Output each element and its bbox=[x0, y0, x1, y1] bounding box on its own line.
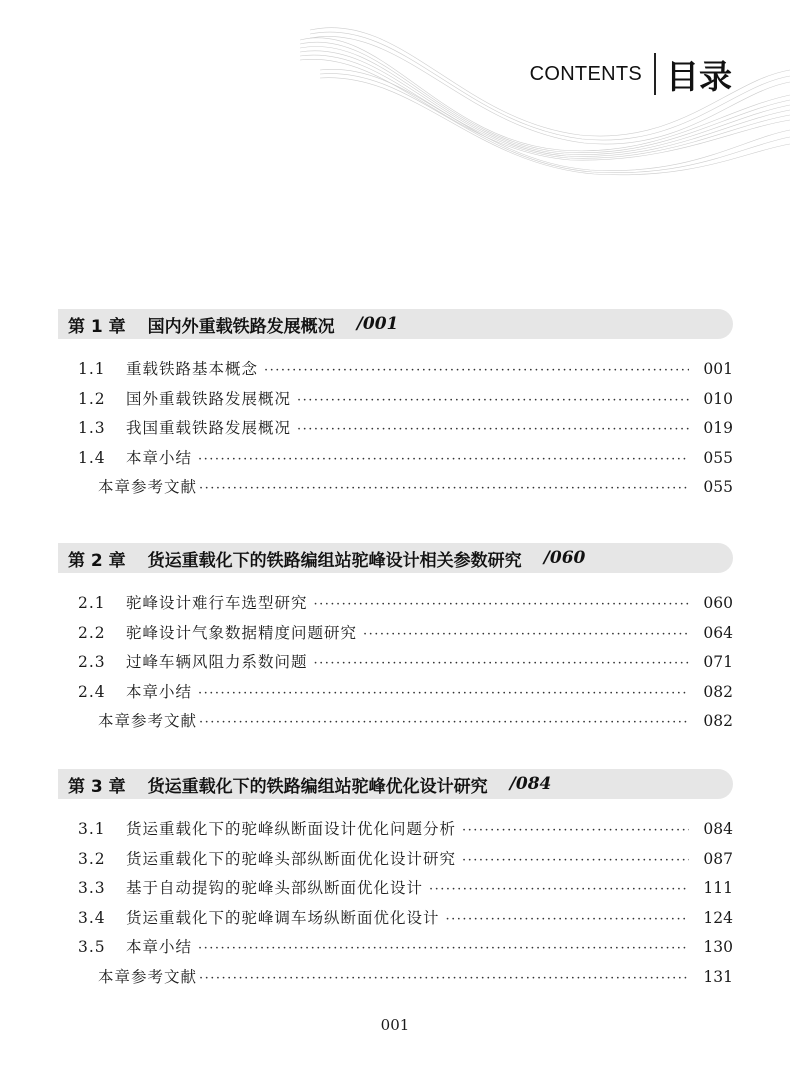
entry-page: 055 bbox=[703, 448, 733, 467]
page-number: 001 bbox=[380, 1016, 410, 1034]
toc-entry[interactable] bbox=[58, 357, 733, 387]
entry-page: 082 bbox=[703, 682, 733, 701]
dot-leader bbox=[297, 393, 689, 408]
entry-page: 084 bbox=[703, 820, 733, 838]
toc-entry[interactable] bbox=[58, 876, 733, 906]
entry-page: 064 bbox=[703, 623, 733, 642]
entry-number: 2.3 bbox=[78, 653, 106, 671]
chapter-heading[interactable] bbox=[58, 309, 733, 339]
toc-entry[interactable] bbox=[58, 906, 733, 936]
entry-number: 1.2 bbox=[78, 389, 106, 408]
entry-page: 130 bbox=[703, 938, 733, 956]
toc-entry-references[interactable] bbox=[58, 965, 733, 995]
dot-leader bbox=[199, 715, 689, 730]
toc-entry[interactable] bbox=[58, 387, 733, 417]
dot-leader bbox=[462, 823, 689, 838]
entry-number: 2.4 bbox=[78, 682, 106, 701]
entry-title: 本章参考文献 bbox=[98, 712, 198, 730]
toc-entry-references[interactable] bbox=[58, 709, 733, 739]
entry-page: 087 bbox=[703, 849, 733, 868]
entry-number: 1.4 bbox=[78, 448, 106, 467]
entry-title: 过峰车辆风阻力系数问题 bbox=[126, 653, 308, 671]
dot-leader bbox=[198, 941, 689, 956]
entry-title: 我国重载铁路发展概况 bbox=[126, 419, 292, 437]
toc-entry[interactable] bbox=[58, 817, 733, 847]
entry-page: 001 bbox=[703, 360, 733, 378]
chapter-heading[interactable] bbox=[58, 543, 733, 573]
header-chinese-title: 目录 bbox=[666, 56, 732, 96]
chapter-3 bbox=[58, 769, 733, 994]
chapter-page: /001 bbox=[356, 314, 399, 334]
entry-number: 3.4 bbox=[78, 908, 106, 927]
entry-number: 1.3 bbox=[78, 419, 106, 437]
entry-number: 3.2 bbox=[78, 849, 106, 868]
entry-page: 060 bbox=[703, 594, 733, 612]
header-english-title: CONTENTS bbox=[529, 62, 642, 85]
entry-page: 082 bbox=[703, 712, 733, 730]
chapter-number: 第 1 章 bbox=[68, 316, 126, 337]
entry-page: 019 bbox=[703, 419, 733, 437]
entry-title: 本章小结 bbox=[126, 938, 193, 956]
entry-title: 本章小结 bbox=[126, 682, 193, 701]
decorative-wave bbox=[300, 0, 790, 200]
dot-leader bbox=[199, 971, 689, 986]
entry-page: 071 bbox=[703, 653, 733, 671]
dot-leader bbox=[198, 686, 689, 701]
chapter-page: /084 bbox=[509, 774, 552, 794]
dot-leader bbox=[363, 627, 689, 642]
entry-title: 驼峰设计难行车选型研究 bbox=[126, 594, 308, 612]
entry-number: 3.3 bbox=[78, 879, 106, 897]
entry-number: 1.1 bbox=[78, 360, 106, 378]
toc-entry[interactable] bbox=[58, 847, 733, 877]
chapter-2 bbox=[58, 543, 733, 739]
dot-leader bbox=[462, 853, 689, 868]
entry-title: 驼峰设计气象数据精度问题研究 bbox=[126, 623, 358, 642]
header-divider bbox=[654, 53, 656, 95]
entry-title: 本章小结 bbox=[126, 448, 193, 467]
dot-leader bbox=[199, 481, 689, 496]
dot-leader bbox=[446, 912, 689, 927]
entry-number: 2.2 bbox=[78, 623, 106, 642]
chapter-title: 国内外重载铁路发展概况 bbox=[147, 316, 335, 337]
dot-leader bbox=[198, 452, 689, 467]
entry-number: 3.5 bbox=[78, 938, 106, 956]
chapter-page: /060 bbox=[543, 548, 586, 568]
chapter-number: 第 2 章 bbox=[68, 550, 126, 571]
entry-page: 010 bbox=[703, 389, 733, 408]
entry-title: 国外重载铁路发展概况 bbox=[126, 389, 292, 408]
entry-title: 本章参考文献 bbox=[98, 967, 198, 986]
chapter-title: 货运重载化下的铁路编组站驼峰设计相关参数研究 bbox=[147, 550, 522, 571]
toc-entry[interactable] bbox=[58, 650, 733, 680]
entry-number: 3.1 bbox=[78, 820, 106, 838]
chapter-1 bbox=[58, 309, 733, 505]
entry-title: 基于自动提钩的驼峰头部纵断面优化设计 bbox=[126, 879, 424, 897]
chapter-heading[interactable] bbox=[58, 769, 733, 799]
toc-entry[interactable] bbox=[58, 621, 733, 651]
contents-header bbox=[530, 52, 732, 96]
entry-page: 055 bbox=[703, 478, 733, 496]
toc-entry[interactable] bbox=[58, 591, 733, 621]
entry-title: 重载铁路基本概念 bbox=[126, 360, 259, 378]
chapter-title: 货运重载化下的铁路编组站驼峰优化设计研究 bbox=[147, 776, 488, 797]
entry-title: 本章参考文献 bbox=[98, 478, 198, 496]
toc-entry[interactable] bbox=[58, 680, 733, 710]
entry-number: 2.1 bbox=[78, 594, 106, 612]
toc-entry[interactable] bbox=[58, 446, 733, 476]
toc-entry-references[interactable] bbox=[58, 475, 733, 505]
entry-title: 货运重载化下的驼峰头部纵断面优化设计研究 bbox=[126, 849, 457, 868]
entry-title: 货运重载化下的驼峰调车场纵断面优化设计 bbox=[126, 908, 440, 927]
chapter-number: 第 3 章 bbox=[68, 776, 126, 797]
entry-page: 131 bbox=[703, 967, 733, 986]
entry-page: 124 bbox=[703, 908, 733, 927]
dot-leader bbox=[314, 656, 689, 671]
dot-leader bbox=[297, 422, 689, 437]
dot-leader bbox=[264, 363, 689, 378]
entry-page: 111 bbox=[703, 879, 733, 897]
dot-leader bbox=[314, 597, 689, 612]
entry-title: 货运重载化下的驼峰纵断面设计优化问题分析 bbox=[126, 820, 457, 838]
dot-leader bbox=[429, 882, 689, 897]
toc-entry[interactable] bbox=[58, 935, 733, 965]
toc-entry[interactable] bbox=[58, 416, 733, 446]
